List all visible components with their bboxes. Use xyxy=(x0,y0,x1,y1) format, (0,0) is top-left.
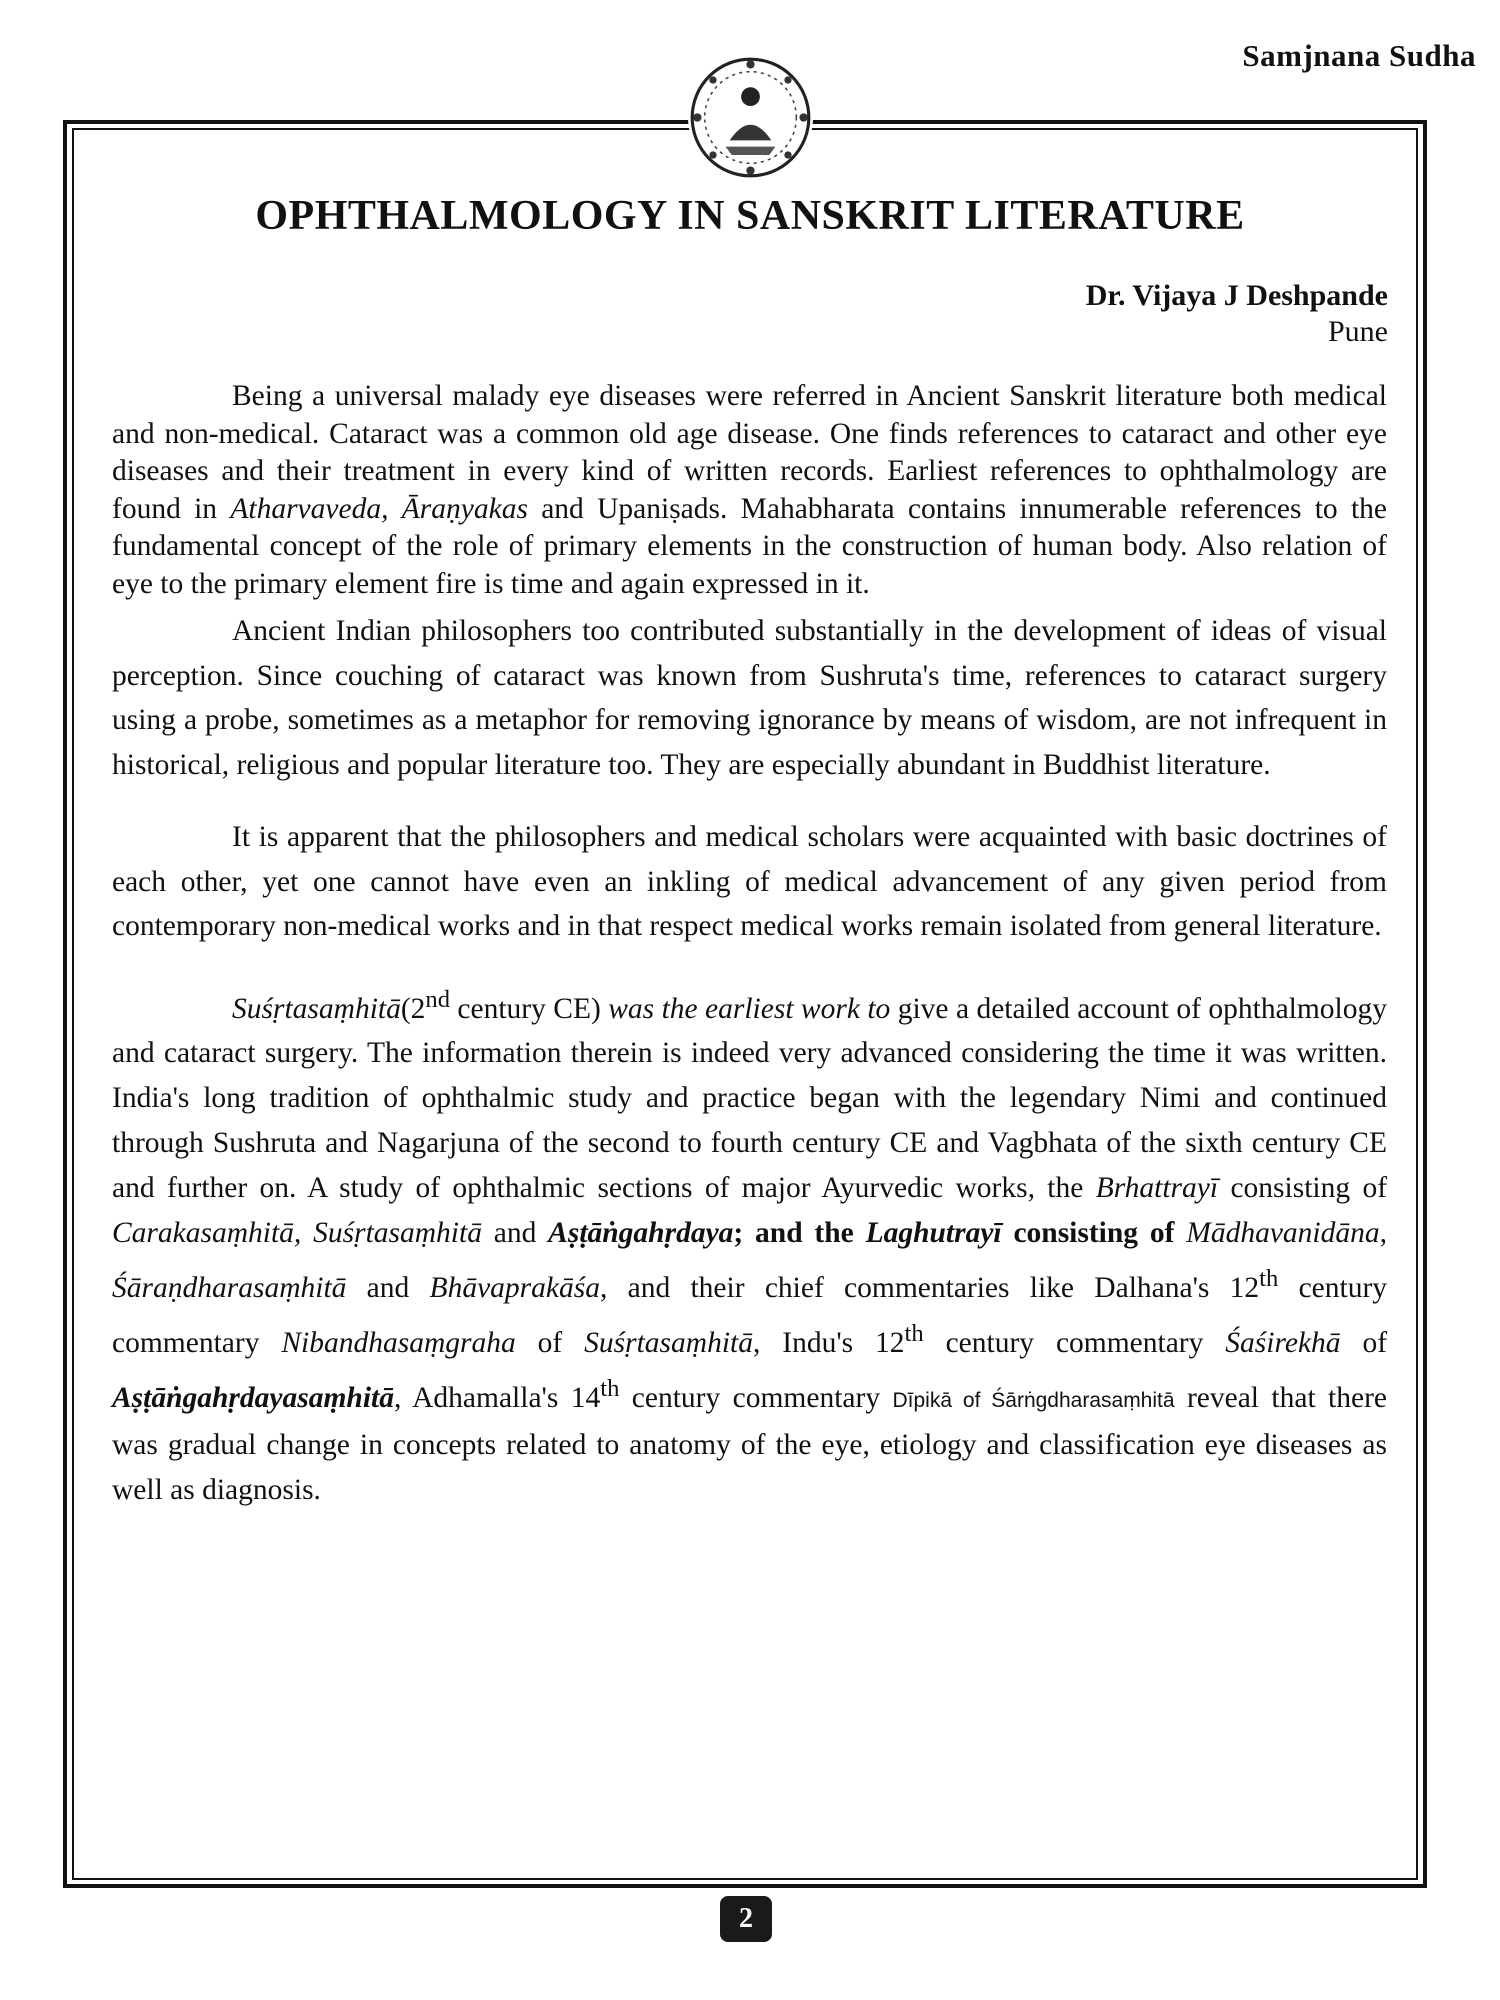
article-body xyxy=(112,378,1387,1513)
page-number: 2 xyxy=(720,1896,772,1942)
paragraph-4: Suśṛtasaṃhitā(2nd century CE) was the earliest work to give a detailed account of ophthalmology and cataract surgery. The information therein is indeed very advanced considering the time it was written. India's long tradition of ophthalmic study and practice began with the legendary Nimi and continued through Sushruta and Nagarjuna of the second to fourth century CE and Vagbhata of the sixth century CE and further on. A study of ophthalmic sections of major Ayurvedic works, the Brhattrayī consisting of Carakasaṃhitā, Suśṛtasaṃhitā and Aṣṭāṅgahṛdaya; and the Laghutrayī consisting of Mādhavanidāna, Śāraṇdharasaṃhitā and Bhāvaprakāśa, and their chief commentaries like Dalhana's 12th century commentary Nibandhasaṃgraha of Suśṛtasaṃhitā, Indu's 12th century commentary Śaśirekhā of Aṣṭāṅgahṛdayasaṃhitā, Adhamalla's 14th century commentary Dīpikā of Śārṅgdharasaṃhitā reveal that there was gradual change in concepts related to anatomy of the eye, etiology and classification eye diseases as well as diagnosis. xyxy=(112,985,1388,1506)
paragraph-3: It is apparent that the philosophers and medical scholars were acquainted with basic doctrines of each other, yet one cannot have even an inkling of medical advancement of any given period from contemporary non-medical works and in that respect medical works remain isolated from general literature. xyxy=(112,821,1387,942)
author-name: Dr. Vijaya J Deshpande xyxy=(1085,279,1388,312)
article-title: OPHTHALMOLOGY IN SANSKRIT LITERATURE xyxy=(255,193,1245,239)
journal-title: Samjnana Sudha xyxy=(1242,38,1476,73)
paragraph-1: Being a universal malady eye diseases were referred in Ancient Sanskrit literature both medical and non-medical. Cataract was a common old age disease. One finds references to cataract and other eye diseases and their treatment in every kind of written records. Earliest references to ophthalmology are found in Atharvaveda, Āraṇyakas and Upaniṣads. Mahabharata contains innumerable references to the fundamental concept of the role of primary elements in the construction of human body. Also relation of eye to the primary element fire is time and again expressed in it. xyxy=(112,380,1387,600)
paragraph-2: Ancient Indian philosophers too contributed substantially in the development of ideas of visual perception. Since couching of cataract was known from Sushruta's time, references to cataract surgery using a probe, sometimes as a metaphor for removing ignorance by means of wisdom, are not infrequent in historical, religious and popular literature too. They are especially abundant in Buddhist literature. xyxy=(112,615,1387,781)
author-location: Pune xyxy=(1328,315,1388,348)
author-block xyxy=(1086,278,1388,350)
sage-emblem-icon xyxy=(688,55,813,180)
